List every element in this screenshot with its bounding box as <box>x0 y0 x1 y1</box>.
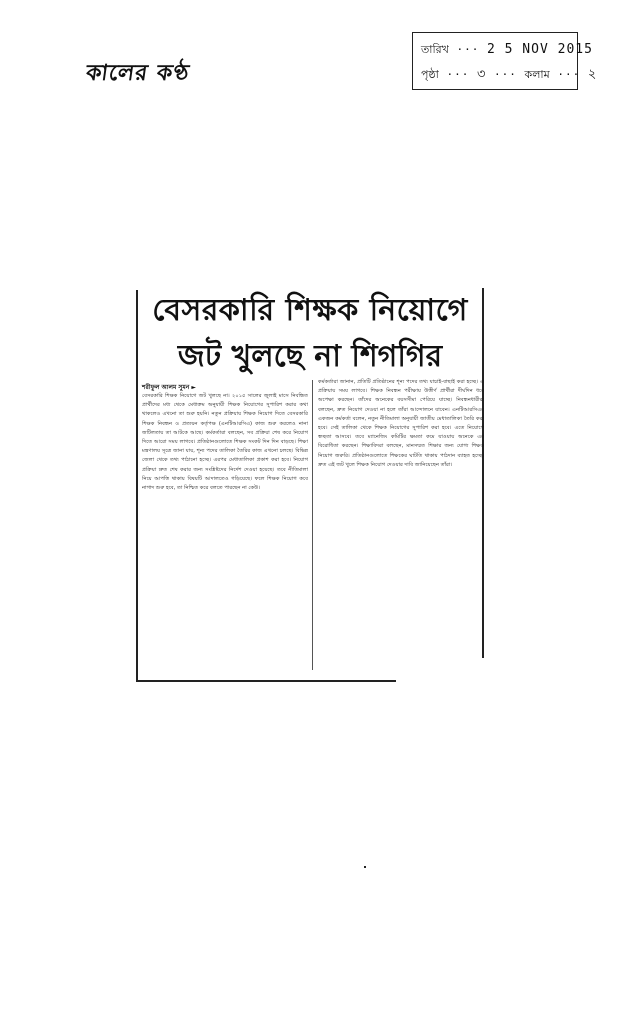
article-headline <box>136 288 484 380</box>
stamp-column-label: কলাম <box>524 68 550 81</box>
stamp-date-value: 2 5 NOV 2015 <box>487 42 593 57</box>
stamp-page-row: পৃষ্ঠা ··· ৩ ··· কলাম ··· ২ <box>421 67 598 82</box>
stamp-date-row: তারিখ ··· 2 5 NOV 2015 <box>421 42 593 57</box>
scan-speck <box>364 866 366 868</box>
article-byline: শরীফুল আলম সুমন ► <box>142 384 196 391</box>
stamp-column-value: ২ <box>587 67 598 82</box>
newspaper-masthead: কালের কণ্ঠ <box>84 60 192 86</box>
date-page-stamp <box>412 32 598 90</box>
article-right-column: কর্মকর্তারা জানান, প্রতিটি প্রতিষ্ঠানের শূন্য পদের তথ্য যাচাই-বাছাই করা হচ্ছে। এ প্রক্রিয়ায় সময় লাগবে। শিক্ষক নিবন্ধন পরীক্ষায় উত্তীর্ণ প্রার্থীরা দীর্ঘদিন ধরে অপেক্ষা করছেন। তাঁদের অনেকের বয়সসীমা পেরিয়ে যাচ্ছে। নিবন্ধনধারীরা বলছেন, দ্রুত নিয়োগ দেওয়া না হলে তাঁরা আন্দোলনে যাবেন। এনটিআরসিএর একজন কর্মকর্তা বলেন, নতুন নীতিমালা অনুযায়ী জাতীয় মেধাতালিকা তৈরি করা হবে। সেই তালিকা থেকে শিক্ষক নিয়োগের সুপারিশ করা হবে। এতে নিয়োগে স্বচ্ছতা আসবে। তবে ম্যানেজিং কমিটির ক্ষমতা কমে যাওয়ায় অনেকে এর বিরোধিতা করছেন। শিক্ষাবিদরা বলছেন, মানসম্মত শিক্ষার জন্য যোগ্য শিক্ষক নিয়োগ জরুরি। প্রতিষ্ঠানগুলোতে শিক্ষকের ঘাটতি থাকায় পাঠদান ব্যাহত হচ্ছে। দ্রুত এই জট খুলে শিক্ষক নিয়োগ দেওয়ার দাবি জানিয়েছেন তাঁরা। <box>318 379 484 468</box>
stamp-page-label: পৃষ্ঠা <box>421 68 439 81</box>
newspaper-clipping <box>136 270 484 684</box>
stamp-date-label: তারিখ <box>421 43 449 56</box>
clipping-bottom-edge <box>136 680 396 682</box>
column-divider <box>312 380 313 670</box>
headline-line-2: জট খুলছে না শিগগির <box>177 339 443 374</box>
headline-line-1: বেসরকারি শিক্ষক নিয়োগে <box>152 293 468 328</box>
stamp-page-value: ৩ <box>476 67 487 82</box>
article-left-column: বেসরকারি শিক্ষক নিয়োগে জট খুলছে না। ২০১৫ সালের জুলাই মাসে নিবন্ধিত প্রার্থীদের মধ্য থেকে মেধাক্রম অনুযায়ী শিক্ষক নিয়োগের সুপারিশ করার কথা থাকলেও এখনো তা শুরু হয়নি। নতুন প্রক্রিয়ায় শিক্ষক নিয়োগ দিতে বেসরকারি শিক্ষক নিবন্ধন ও প্রত্যয়ন কর্তৃপক্ষ (এনটিআরসিএ) কাজ শুরু করলেও নানা জটিলতায় তা আটকে আছে। কর্মকর্তারা বলছেন, সব প্রক্রিয়া শেষ করে নিয়োগ দিতে আরো সময় লাগবে। প্রতিষ্ঠানগুলোতে শিক্ষক সংকট দিন দিন বাড়ছে। শিক্ষা মন্ত্রণালয় সূত্রে জানা যায়, শূন্য পদের তালিকা তৈরির কাজ এখনো চলছে। বিভিন্ন জেলা থেকে তথ্য পাঠানো হচ্ছে। এরপর মেধাতালিকা প্রকাশ করা হবে। নিয়োগ প্রক্রিয়া দ্রুত শেষ করার জন্য সংশ্লিষ্টদের নির্দেশ দেওয়া হয়েছে। তবে নীতিমালা নিয়ে আপত্তি থাকায় বিষয়টি আদালতেও গড়িয়েছে। ফলে শিক্ষক নিয়োগ কবে নাগাদ শুরু হবে, তা নিশ্চিত করে বলতে পারছেন না কেউ। <box>142 393 308 492</box>
